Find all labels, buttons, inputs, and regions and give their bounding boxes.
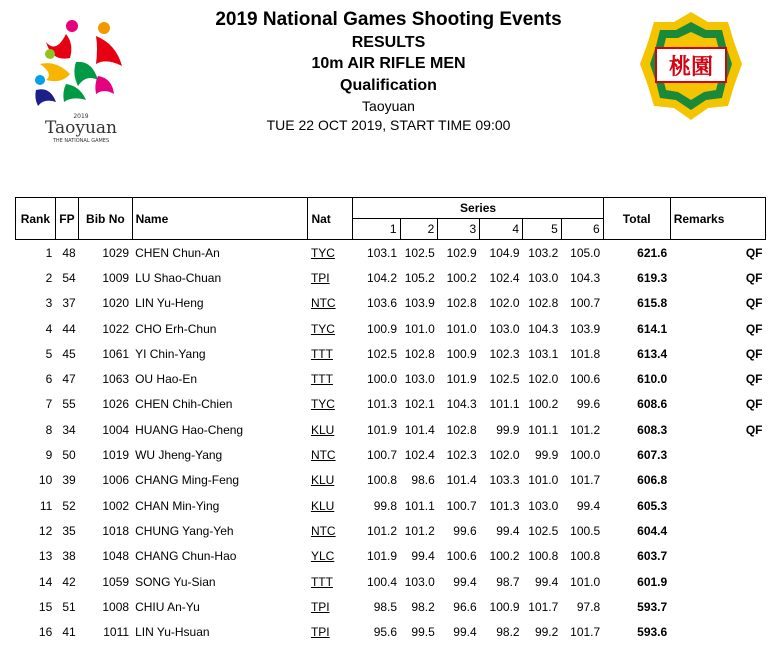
col-series-1-header: 1 (353, 219, 400, 240)
rank-cell: 14 (38, 574, 53, 589)
series-1-cell: 98.5 (373, 599, 398, 614)
fp-cell: 39 (62, 473, 76, 488)
series-2-cell: 103.0 (404, 372, 435, 387)
table-row (16, 468, 766, 493)
series-1-cell: 101.3 (367, 397, 398, 412)
fp-cell: 45 (62, 346, 76, 361)
series-3-cell: 104.3 (446, 397, 477, 412)
series-5-cell: 101.0 (528, 473, 559, 488)
series-5-cell: 104.3 (528, 321, 559, 336)
nat-cell (308, 341, 353, 366)
series-1-cell: 103.6 (367, 296, 398, 311)
nat-code: KLU (310, 498, 335, 513)
name-cell: SONG Yu-Sian (135, 574, 216, 589)
series-6-cell: 101.0 (570, 574, 601, 589)
series-2-cell: 98.2 (411, 599, 435, 614)
series-1-cell: 104.2 (367, 270, 398, 285)
total-cell: 610.0 (637, 372, 668, 387)
name-cell: CHANG Ming-Feng (135, 473, 240, 488)
bib-cell: 1061 (102, 346, 130, 361)
nat-code: NTC (310, 296, 336, 311)
series-6-cell: 99.6 (576, 397, 601, 412)
series-1-cell: 102.5 (367, 346, 398, 361)
series-2-cell: 102.8 (404, 346, 435, 361)
series-5-cell: 101.7 (528, 599, 559, 614)
nat-code: TPI (310, 270, 330, 285)
total-cell: 604.4 (637, 523, 668, 538)
bib-cell: 1019 (102, 448, 130, 463)
series-3-cell: 100.7 (446, 498, 477, 513)
nat-cell (308, 240, 353, 266)
series-3-cell: 96.6 (453, 599, 477, 614)
total-cell: 605.3 (637, 498, 668, 513)
table-row (16, 240, 766, 266)
nat-code: YLC (310, 549, 335, 564)
bib-cell: 1002 (102, 498, 130, 513)
name-cell: CHEN Chun-An (135, 245, 220, 260)
nat-cell (308, 518, 353, 543)
rank-cell: 13 (38, 549, 53, 564)
remarks-cell: QF (745, 296, 763, 311)
col-series-2-header: 2 (400, 219, 438, 240)
svg-text:Taoyuan: Taoyuan (44, 118, 118, 138)
bib-cell: 1006 (102, 473, 130, 488)
series-2-cell: 101.4 (404, 422, 435, 437)
fp-cell: 51 (62, 599, 76, 614)
name-cell: CHEN Chih-Chien (135, 397, 233, 412)
series-2-cell: 98.6 (411, 473, 435, 488)
nat-code: KLU (310, 422, 335, 437)
rank-cell: 1 (45, 245, 53, 260)
remarks-cell (670, 544, 765, 569)
series-4-cell: 103.3 (489, 473, 520, 488)
name-cell: CHUNG Yang-Yeh (135, 523, 234, 538)
nat-cell (308, 392, 353, 417)
series-3-cell: 102.9 (446, 245, 477, 260)
series-3-cell: 100.2 (446, 270, 477, 285)
nat-cell (308, 619, 353, 644)
name-cell: CHO Erh-Chun (135, 321, 217, 336)
nat-cell (308, 569, 353, 594)
series-3-cell: 102.3 (446, 448, 477, 463)
name-cell: HUANG Hao-Cheng (135, 422, 244, 437)
svg-text:THE NATIONAL GAMES: THE NATIONAL GAMES (52, 138, 110, 144)
table-row (16, 417, 766, 442)
fp-cell: 37 (62, 296, 76, 311)
rank-cell: 12 (38, 523, 53, 538)
nat-cell (308, 442, 353, 467)
series-6-cell: 100.8 (570, 549, 601, 564)
col-bib-header: Bib No (79, 198, 132, 240)
series-1-cell: 100.9 (367, 321, 398, 336)
rank-cell: 2 (45, 270, 53, 285)
bib-cell: 1018 (102, 523, 130, 538)
table-row (16, 316, 766, 341)
series-2-cell: 105.2 (404, 270, 435, 285)
bib-cell: 1059 (102, 574, 130, 589)
fp-cell: 42 (62, 574, 76, 589)
total-cell: 621.6 (637, 245, 668, 260)
name-cell: YI Chin-Yang (135, 346, 206, 361)
bib-cell: 1020 (102, 296, 130, 311)
series-6-cell: 100.6 (570, 372, 601, 387)
col-remarks-header: Remarks (670, 198, 765, 240)
fp-cell: 41 (62, 625, 76, 640)
total-cell: 613.4 (637, 346, 668, 361)
series-4-cell: 100.2 (489, 549, 520, 564)
col-series-3-header: 3 (438, 219, 480, 240)
total-cell: 608.3 (637, 422, 668, 437)
series-1-cell: 95.6 (373, 625, 398, 640)
series-2-cell: 99.4 (411, 549, 435, 564)
remarks-cell (670, 468, 765, 493)
series-2-cell: 99.5 (411, 625, 435, 640)
phase-name: Qualification (340, 77, 437, 94)
series-5-cell: 99.9 (534, 448, 559, 463)
series-4-cell: 102.5 (489, 372, 520, 387)
series-6-cell: 101.7 (570, 473, 601, 488)
nat-code: NTC (310, 523, 336, 538)
nat-cell (308, 265, 353, 290)
remarks-cell: QF (745, 422, 763, 437)
fp-cell: 38 (62, 549, 76, 564)
remarks-cell: QF (745, 270, 763, 285)
series-3-cell: 101.9 (446, 372, 477, 387)
bib-cell: 1022 (102, 321, 130, 336)
national-games-logo-icon (26, 14, 136, 144)
table-row (16, 594, 766, 619)
series-6-cell: 100.5 (570, 523, 601, 538)
nat-code: TPI (310, 599, 330, 614)
svg-text:2019: 2019 (73, 113, 89, 120)
total-cell: 601.9 (637, 574, 668, 589)
date-time: TUE 22 OCT 2019, START TIME 09:00 (266, 117, 511, 133)
nat-code: NTC (310, 448, 336, 463)
series-5-cell: 102.5 (528, 523, 559, 538)
series-4-cell: 100.9 (489, 599, 520, 614)
series-4-cell: 98.2 (496, 625, 520, 640)
series-2-cell: 102.4 (404, 448, 435, 463)
series-1-cell: 100.4 (367, 574, 398, 589)
nat-code: TPI (310, 625, 330, 640)
series-6-cell: 105.0 (570, 245, 601, 260)
series-4-cell: 102.4 (489, 270, 520, 285)
table-row (16, 569, 766, 594)
col-name-header: Name (132, 198, 308, 240)
nat-cell (308, 366, 353, 391)
col-series-4-header: 4 (480, 219, 523, 240)
series-6-cell: 99.4 (576, 498, 601, 513)
svg-text:桃園: 桃園 (668, 55, 714, 80)
col-nat-header: Nat (308, 198, 353, 240)
series-5-cell: 102.8 (528, 296, 559, 311)
remarks-cell: QF (745, 397, 763, 412)
bib-cell: 1009 (102, 270, 130, 285)
series-4-cell: 99.9 (496, 422, 520, 437)
series-4-cell: 103.0 (489, 321, 520, 336)
series-6-cell: 104.3 (570, 270, 601, 285)
series-5-cell: 101.1 (528, 422, 559, 437)
total-cell: 619.3 (637, 270, 668, 285)
nat-code: TTT (310, 372, 333, 387)
bib-cell: 1011 (103, 625, 130, 640)
series-5-cell: 103.2 (528, 245, 559, 260)
series-1-cell: 100.0 (367, 372, 398, 387)
series-3-cell: 99.4 (453, 625, 477, 640)
table-row (16, 291, 766, 316)
remarks-cell (670, 518, 765, 543)
series-3-cell: 100.9 (446, 346, 477, 361)
series-3-cell: 99.4 (453, 574, 477, 589)
col-rank-header: Rank (16, 198, 56, 240)
name-cell: WU Jheng-Yang (135, 448, 223, 463)
nat-code: KLU (310, 473, 335, 488)
venue: Taoyuan (362, 98, 415, 114)
table-row (16, 341, 766, 366)
remarks-cell (670, 594, 765, 619)
table-row (16, 493, 766, 518)
remarks-cell: QF (745, 321, 763, 336)
nat-cell (308, 316, 353, 341)
total-cell: 607.3 (637, 448, 668, 463)
series-5-cell: 100.2 (528, 397, 559, 412)
series-1-cell: 103.1 (367, 245, 398, 260)
series-4-cell: 99.4 (496, 523, 520, 538)
series-3-cell: 101.0 (446, 321, 477, 336)
name-cell: OU Hao-En (135, 372, 198, 387)
table-row (16, 442, 766, 467)
bib-cell: 1026 (102, 397, 130, 412)
fp-cell: 55 (62, 397, 76, 412)
event-name: 10m AIR RIFLE MEN (311, 55, 466, 72)
remarks-cell (670, 493, 765, 518)
rank-cell: 4 (45, 321, 53, 336)
series-5-cell: 99.2 (534, 625, 559, 640)
series-4-cell: 102.0 (489, 448, 520, 463)
series-2-cell: 103.0 (404, 574, 435, 589)
fp-cell: 47 (62, 372, 76, 387)
series-6-cell: 101.7 (570, 625, 601, 640)
table-row (16, 392, 766, 417)
series-2-cell: 102.5 (404, 245, 435, 260)
bib-cell: 1004 (102, 422, 130, 437)
nat-code: TYC (310, 245, 335, 260)
nat-cell (308, 594, 353, 619)
series-3-cell: 102.8 (446, 422, 477, 437)
series-1-cell: 99.8 (373, 498, 398, 513)
series-6-cell: 100.0 (570, 448, 601, 463)
table-row (16, 366, 766, 391)
rank-cell: 3 (45, 296, 53, 311)
results-table (15, 197, 766, 645)
name-cell: CHIU An-Yu (135, 599, 200, 614)
series-5-cell: 99.4 (534, 574, 559, 589)
rank-cell: 7 (45, 397, 53, 412)
col-series-6-header: 6 (561, 219, 603, 240)
name-cell: CHAN Min-Ying (135, 498, 220, 513)
series-1-cell: 101.2 (367, 523, 398, 538)
table-row (16, 518, 766, 543)
series-6-cell: 100.7 (570, 296, 601, 311)
nat-code: TYC (310, 321, 335, 336)
table-row (16, 265, 766, 290)
remarks-cell (670, 619, 765, 644)
total-cell: 614.1 (637, 321, 668, 336)
table-row (16, 619, 766, 644)
results-header (0, 0, 777, 150)
rank-cell: 10 (38, 473, 53, 488)
bib-cell: 1063 (102, 372, 130, 387)
series-3-cell: 101.4 (446, 473, 477, 488)
table-row (16, 544, 766, 569)
series-3-cell: 100.6 (446, 549, 477, 564)
series-4-cell: 101.3 (489, 498, 520, 513)
series-2-cell: 103.9 (404, 296, 435, 311)
series-3-cell: 102.8 (446, 296, 477, 311)
series-4-cell: 101.1 (489, 397, 520, 412)
series-4-cell: 98.7 (496, 574, 520, 589)
name-cell: LIN Yu-Hsuan (135, 625, 210, 640)
series-1-cell: 100.8 (367, 473, 398, 488)
nat-code: TYC (310, 397, 335, 412)
remarks-cell (670, 569, 765, 594)
series-4-cell: 102.3 (489, 346, 520, 361)
series-5-cell: 102.0 (528, 372, 559, 387)
nat-cell (308, 417, 353, 442)
series-5-cell: 100.8 (528, 549, 559, 564)
total-cell: 606.8 (637, 473, 668, 488)
series-3-cell: 99.6 (453, 523, 477, 538)
total-cell: 603.7 (637, 549, 668, 564)
series-5-cell: 103.0 (528, 270, 559, 285)
series-1-cell: 101.9 (367, 422, 398, 437)
series-2-cell: 101.1 (404, 498, 435, 513)
nat-code: TTT (310, 346, 333, 361)
name-cell: LIN Yu-Heng (135, 296, 204, 311)
rank-cell: 11 (39, 498, 53, 513)
fp-cell: 50 (62, 448, 76, 463)
fp-cell: 44 (62, 321, 76, 336)
remarks-cell: QF (745, 346, 763, 361)
remarks-cell: QF (745, 245, 763, 260)
name-cell: CHANG Chun-Hao (135, 549, 237, 564)
taoyuan-emblem-icon (636, 8, 746, 128)
series-2-cell: 101.2 (404, 523, 435, 538)
series-2-cell: 101.0 (404, 321, 435, 336)
nat-cell (308, 291, 353, 316)
series-2-cell: 102.1 (404, 397, 435, 412)
series-4-cell: 104.9 (489, 245, 520, 260)
nat-cell (308, 468, 353, 493)
col-series-header: Series (353, 198, 603, 219)
bib-cell: 1008 (102, 599, 130, 614)
page-title: 2019 National Games Shooting Events (215, 9, 562, 30)
fp-cell: 54 (62, 270, 76, 285)
rank-cell: 8 (45, 422, 53, 437)
total-cell: 615.8 (637, 296, 668, 311)
nat-cell (308, 544, 353, 569)
rank-cell: 9 (45, 448, 53, 463)
name-cell: LU Shao-Chuan (135, 270, 222, 285)
series-1-cell: 101.9 (367, 549, 398, 564)
series-6-cell: 101.8 (570, 346, 601, 361)
rank-cell: 5 (45, 346, 53, 361)
results-label: RESULTS (351, 34, 426, 51)
series-6-cell: 97.8 (576, 599, 601, 614)
fp-cell: 34 (62, 422, 76, 437)
series-4-cell: 102.0 (489, 296, 520, 311)
col-fp-header: FP (55, 198, 78, 240)
title-block (150, 8, 627, 135)
series-6-cell: 103.9 (570, 321, 601, 336)
bib-cell: 1029 (102, 245, 130, 260)
fp-cell: 52 (62, 498, 76, 513)
bib-cell: 1048 (102, 549, 130, 564)
nat-cell (308, 493, 353, 518)
col-series-5-header: 5 (523, 219, 562, 240)
series-6-cell: 101.2 (570, 422, 601, 437)
nat-code: TTT (310, 574, 333, 589)
rank-cell: 16 (38, 625, 53, 640)
fp-cell: 35 (62, 523, 76, 538)
col-total-header: Total (603, 198, 670, 240)
total-cell: 593.7 (637, 599, 668, 614)
series-5-cell: 103.0 (528, 498, 559, 513)
fp-cell: 48 (62, 245, 76, 260)
rank-cell: 6 (45, 372, 53, 387)
series-5-cell: 103.1 (528, 346, 559, 361)
rank-cell: 15 (38, 599, 53, 614)
total-cell: 593.6 (637, 625, 668, 640)
series-1-cell: 100.7 (367, 448, 398, 463)
remarks-cell (670, 442, 765, 467)
total-cell: 608.6 (637, 397, 668, 412)
remarks-cell: QF (745, 372, 763, 387)
